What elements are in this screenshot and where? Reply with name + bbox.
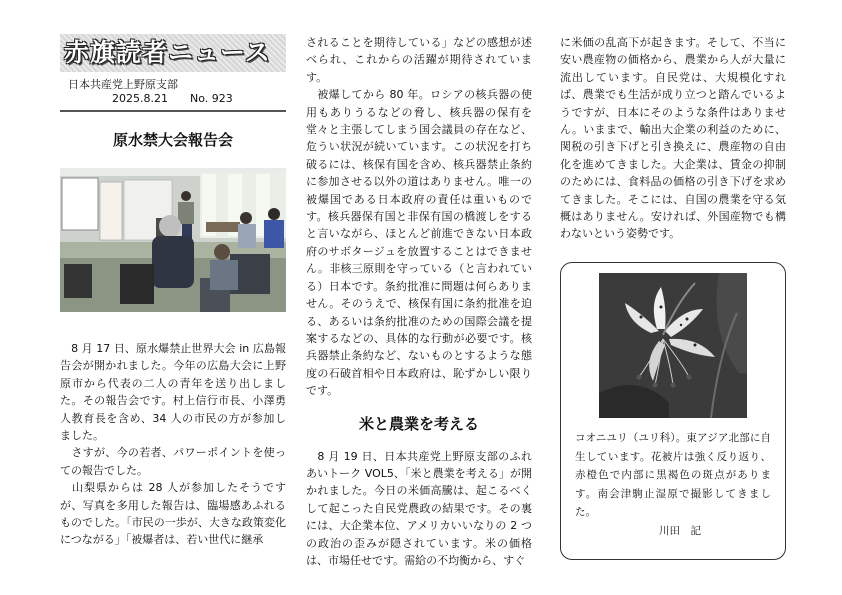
article-2-continued	[560, 34, 786, 243]
article-1-paragraph: 8 月 17 日、原水爆禁止世界大会 in 広島報告会が開かれました。今年の広島大会に上野原市から代表の二人の青年を送り出しました。その報告会です。村上信行市長、小澤勇人教育長を含め、34 人の市民の方が参加しました。	[60, 342, 286, 443]
meeting-photo-image	[60, 168, 286, 312]
article-1-paragraph: 山梨県からは 28 人が参加したそうですが、写真を多用した報告は、臨場感あふれるものでした。「市民の一歩が、大きな政策変化につながる」「被爆者は、若い世代に継承	[60, 481, 286, 547]
article-2-heading: 米と農業を考える	[358, 414, 479, 433]
column-3	[560, 34, 786, 243]
article-1-paragraph: されることを期待している」などの感想が述べられ、これからの活躍が期待されています。	[306, 36, 532, 84]
article-2-paragraph: に米価の乱高下が起きます。そして、不当に安い農産物の価格から、農業から人が大量に流出しています。自民党は、大規模化すれば、農業でも生活が成り立つと踏んでいるようですが、日本にそのような条件はありません。いままで、輸出大企業の利益のために、関税の引き下げと引き換えに、農産物の自由化を進めてきました。大企業は、賃金の抑制のためには、食料品の価格の引き下げを求めてきました。そこには、自国の農業を守る気概はありません。安ければ、外国産物でも構わないという姿勢です。	[560, 36, 786, 241]
article-1-body	[60, 340, 286, 549]
article-1-heading: 原水禁大会報告会	[112, 131, 233, 149]
lily-photo	[599, 273, 747, 418]
masthead-divider	[60, 110, 286, 112]
masthead-banner	[60, 34, 286, 72]
lily-caption-text: コオニユリ（ユリ科）。東アジア北部に自生しています。花被片は強く反り返り、赤橙色で内部に黒褐色の斑点があります。南会津駒止湿原で撮影してきました。	[575, 432, 771, 518]
lily-photo-image	[599, 273, 747, 418]
lily-caption	[575, 429, 771, 540]
caption-signature: 川田 記	[659, 524, 701, 537]
article-1-paragraph: 被爆してから 80 年。ロシアの核兵器の使用もありうるなどの脅し、核兵器の保有を堂々と主張してしまう国会議員の存在など、危うい状況が続いています。この状況を打ち破るには、核保有国を含め、核兵器禁止条約に参加させる以外の道はありません。唯一の被爆国である日本政府の責任は重いものです。核兵器保有国と非保有国の橋渡しをすると言いながら、ほとんど前進できない日本政府のサボタージュを放置することはできません。非核三原則を守っている（と言われている）日本です。条約批准に問題は何らありません。そのうえで、核保有国に条約批准を迫る、あるいは条約批准のための国際会議を提案するなどの、具体的な行動が必要です。核兵器禁止条約など、ないものとするような態度の石破首相や日本政府は、恥ずかしい限りです。	[306, 88, 532, 398]
organization-name: 日本共産党上野原支部	[68, 78, 178, 91]
issue-number: No. 923	[189, 92, 233, 105]
article-1-continued	[306, 34, 532, 400]
masthead-title: 赤旗読者ニュース	[64, 38, 271, 67]
column-1	[60, 34, 286, 549]
article-1-paragraph: さすが、今の若者、パワーポイントを使っての報告でした。	[60, 446, 286, 477]
article-2-paragraph: 8 月 19 日、日本共産党上野原支部のふれあいトーク VOL5、「米と農業を考える」が開かれました。今日の米価高騰は、起こるべくして起こった自民党農政の結果です。その裏には、大企業本位、アメリカいいなりの 2 つの政治の歪みが隠されています。米の価格は、市場任せです。需給の不均衡から、すぐ	[306, 449, 532, 567]
article-2-body	[306, 448, 532, 570]
photo-column-box	[560, 262, 786, 560]
meeting-photo	[60, 168, 286, 312]
issue-date: 2025.8.21	[112, 92, 168, 105]
issue-line	[112, 92, 286, 106]
column-2	[306, 34, 532, 569]
